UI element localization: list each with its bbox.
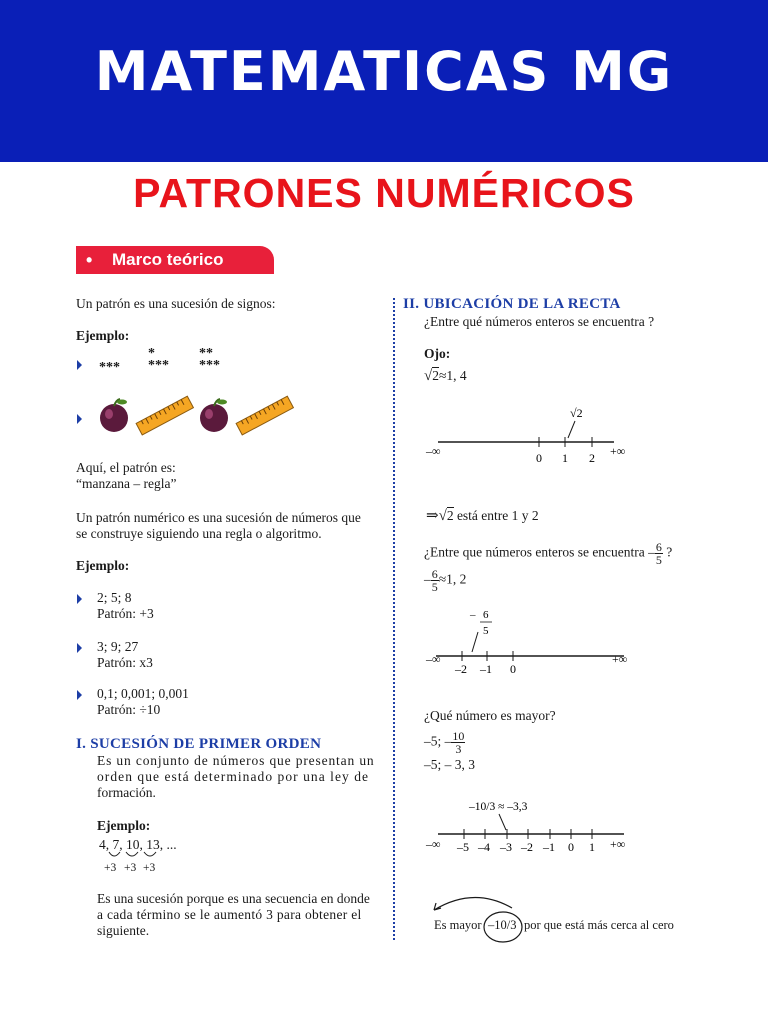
ejemplo2-label: Ejemplo:	[76, 558, 130, 573]
step-label: +3	[124, 862, 137, 874]
marker-num: 6	[483, 609, 489, 621]
ejemplo3-label: Ejemplo:	[97, 818, 151, 833]
final-suffix: por que está más cerca al cero	[524, 918, 674, 932]
fraction: $\frac{6}{5}$	[655, 540, 662, 567]
sqrt-radicand: 2	[432, 368, 439, 383]
step-label: +3	[104, 862, 117, 874]
question-3: ¿Qué número es mayor?	[424, 708, 556, 723]
bullet-icon	[77, 594, 82, 604]
conclusion-text: está entre 1 y 2	[456, 508, 539, 523]
question-mark: ?	[666, 544, 673, 560]
number-line-2	[424, 606, 634, 676]
tick-label: 0	[568, 840, 574, 854]
section1-expl: a cada término se le aumentó 3 para obtener el	[97, 907, 362, 922]
tick-label: 1	[589, 840, 595, 854]
tick-label: –1	[543, 840, 555, 854]
pattern-text-2: “manzana – regla”	[76, 476, 177, 491]
pattern-text-1: Aquí, el patrón es:	[76, 460, 176, 475]
tick-label: –5	[457, 840, 469, 854]
section1-line: formación.	[97, 785, 156, 800]
column-divider	[393, 298, 395, 940]
numeric-def-1: Un patrón numérico es una sucesión de números que	[76, 510, 361, 525]
fraction: $\frac{10}{3}$	[452, 729, 465, 756]
ojo-label: Ojo:	[424, 346, 451, 361]
tick-label: –4	[478, 840, 490, 854]
bullet-icon	[77, 360, 82, 370]
marker-label: –10/3 ≈ –3,3	[469, 801, 528, 813]
example-rule: Patrón: ÷10	[97, 702, 161, 717]
sqrt-radicand: 2	[446, 508, 454, 523]
stars-group-3: ** ***	[199, 346, 220, 373]
section1-line: Es un conjunto de números que presentan un	[97, 753, 375, 768]
neg-inf: –∞	[426, 837, 441, 851]
example-seq: 0,1; 0,001; 0,001	[97, 686, 189, 701]
page-title: PATRONES NUMÉRICOS	[133, 170, 635, 216]
example-rule: Patrón: +3	[97, 606, 154, 621]
bullet-icon	[77, 414, 82, 424]
stars-group-2: * ***	[148, 346, 169, 373]
numeric-def-2: se construye siguiendo una regla o algoritmo.	[76, 526, 322, 541]
marker-label: √2	[570, 406, 583, 420]
sqrt-approx: √2≈1, 4	[424, 368, 467, 384]
number-line-1	[424, 405, 634, 465]
sequence: 4, 7, 10, 13, ...	[99, 837, 177, 852]
section1-expl: Es una sucesión porque es una secuencia en donde	[97, 891, 370, 906]
ruler-icon	[136, 396, 194, 436]
question-2: ¿Entre que números enteros se encuentra – $\frac{6}{5}$ ?	[424, 540, 673, 567]
marker-minus: –	[470, 609, 476, 621]
bullet-icon: •	[86, 250, 93, 270]
tick-label: –1	[480, 662, 492, 676]
number-line-3	[424, 796, 639, 856]
intro-text: Un patrón es una sucesión de signos:	[76, 296, 276, 311]
example-seq: 3; 9; 27	[97, 639, 139, 654]
conclusion-1: ⇒√2 está entre 1 y 2	[426, 508, 539, 524]
tick-label: –2	[455, 662, 467, 676]
fraction: $\frac{6}{5}$	[431, 567, 438, 594]
neg-inf: –∞	[426, 444, 441, 458]
bullet-icon	[77, 690, 82, 700]
stars-group-1: ***	[99, 360, 120, 375]
step-arcs	[108, 851, 168, 861]
example-rule: Patrón: x3	[97, 655, 153, 670]
compare-2: –5; – 3, 3	[424, 757, 476, 772]
step-label: +3	[143, 862, 156, 874]
ejemplo-label: Ejemplo:	[76, 328, 130, 343]
final-prefix: Es mayor	[434, 918, 482, 932]
neg-inf: –∞	[426, 652, 441, 666]
pos-inf: +∞	[610, 837, 626, 851]
tick-label: 0	[536, 451, 542, 465]
pos-inf: +∞	[612, 652, 628, 666]
pos-inf: +∞	[610, 444, 626, 458]
tick-label: –2	[521, 840, 533, 854]
question-1: ¿Entre qué números enteros se encuentra ?	[424, 314, 655, 329]
compare-prefix: –5; –	[424, 733, 452, 749]
approx-value: ≈1, 4	[438, 368, 467, 383]
plum-icon	[198, 398, 232, 434]
section-heading: I. SUCESIÓN DE PRIMER ORDEN	[76, 736, 322, 752]
marker-arrow	[499, 814, 506, 830]
approx-2: – $\frac{6}{5}$ ≈1, 2	[424, 567, 467, 594]
section-heading: II. UBICACIÓN DE LA RECTA	[403, 296, 621, 312]
plum-icon	[98, 398, 132, 434]
bullet-icon	[77, 643, 82, 653]
tick-label: 2	[589, 451, 595, 465]
tick-label: 1	[562, 451, 568, 465]
question-2-text: ¿Entre que números enteros se encuentra	[424, 544, 645, 560]
header-banner	[0, 0, 768, 162]
marker-arrow	[568, 421, 575, 438]
compare-1	[424, 730, 465, 755]
marco-teorico-tab	[76, 246, 274, 274]
implies-icon: ⇒	[426, 508, 439, 524]
marco-label: Marco teórico	[112, 250, 224, 269]
approx-value: ≈1, 2	[438, 571, 467, 587]
marker-arrow	[472, 632, 478, 652]
final-circled: –10/3	[488, 918, 517, 932]
section1-expl: siguiente.	[97, 923, 150, 938]
section1-line: orden que está determinado por una ley de	[97, 769, 370, 784]
ruler-icon	[236, 396, 294, 436]
marker-den: 5	[483, 625, 489, 637]
example-seq: 2; 5; 8	[97, 590, 132, 605]
tick-label: 0	[510, 662, 516, 676]
banner-title: MATEMATICAS MG	[94, 40, 674, 103]
tick-label: –3	[500, 840, 512, 854]
